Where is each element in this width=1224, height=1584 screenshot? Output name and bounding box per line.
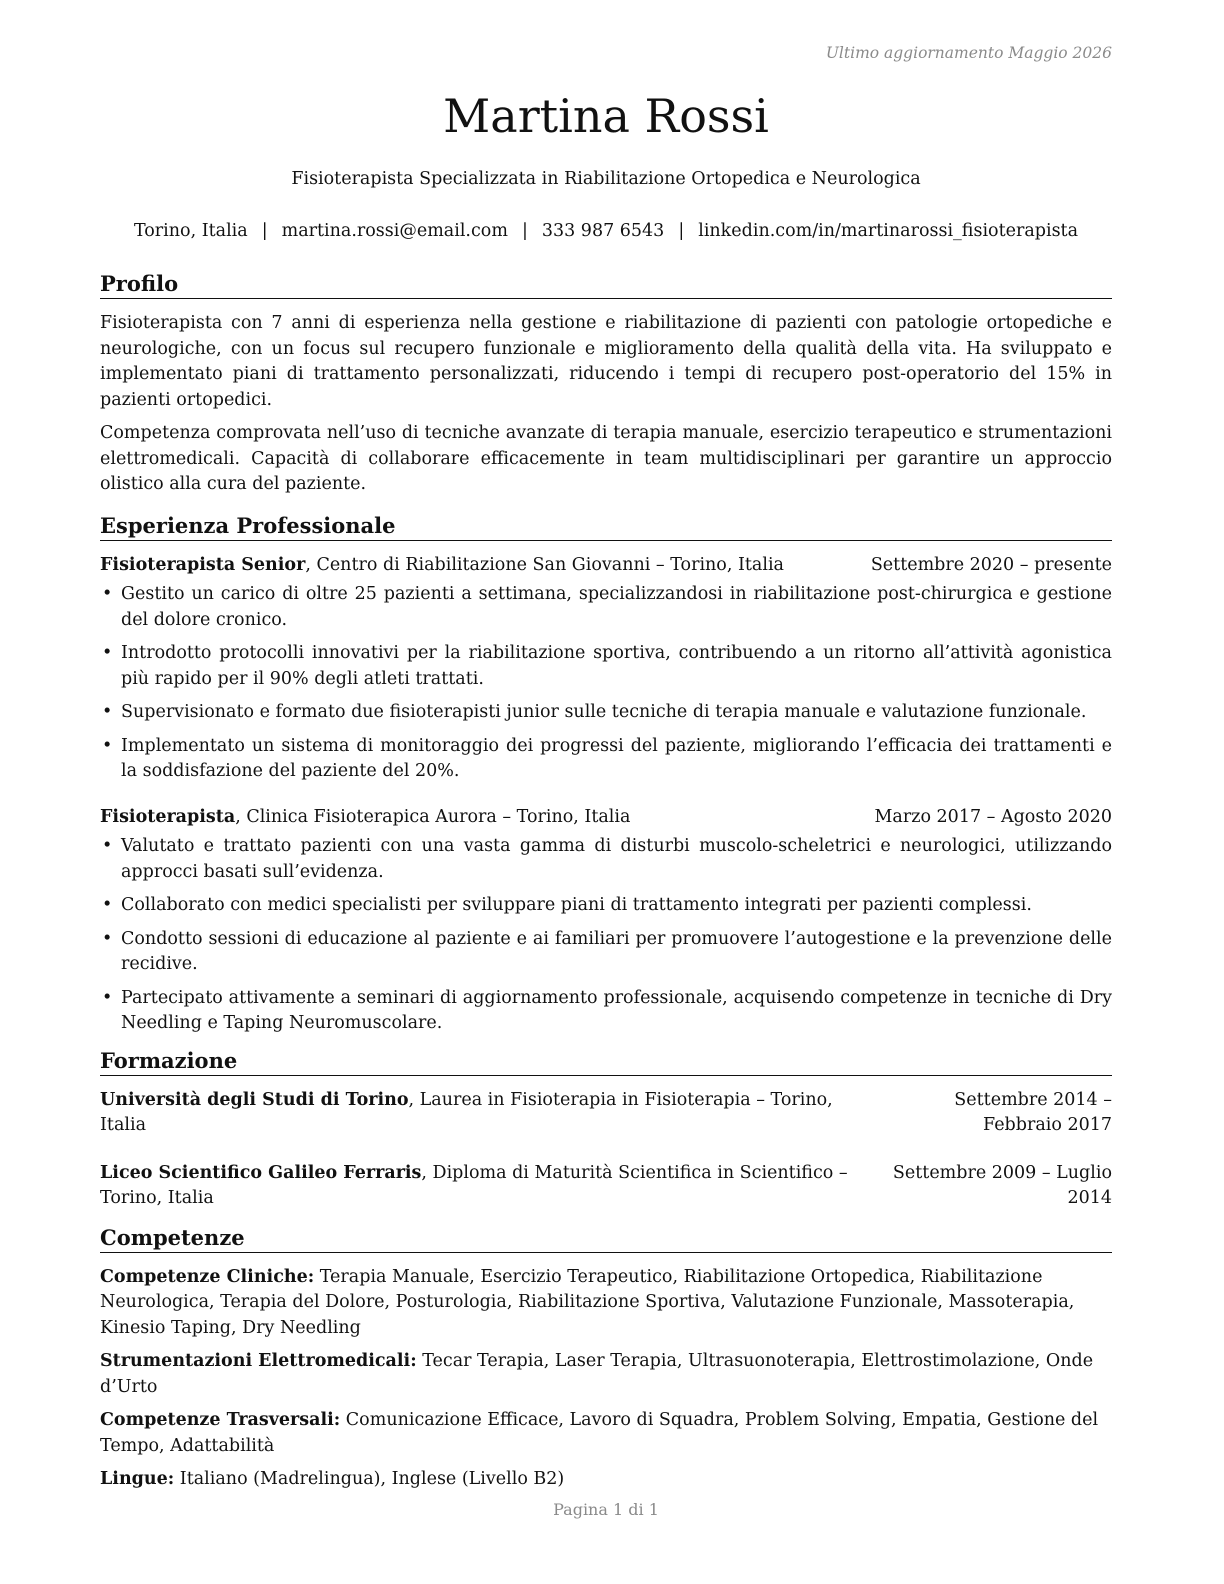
- job-entry: [100, 805, 1112, 1037]
- education-detail: , Laurea in Fisioterapia in Fisioterapia – Torino, Italia: [100, 1089, 833, 1135]
- job-bullets: [100, 582, 1112, 785]
- job-bullets: [100, 834, 1112, 1037]
- skill-group: [100, 1408, 1112, 1459]
- section-heading-experience: Esperienza Professionale: [100, 512, 1112, 541]
- education-school: Liceo Scientifico Galileo Ferraris: [100, 1162, 422, 1183]
- list-item: [100, 734, 1112, 785]
- last-updated: Ultimo aggiornamento Maggio 2026: [825, 44, 1112, 62]
- contact-separator: |: [521, 221, 528, 241]
- contact-email[interactable]: martina.rossi@email.com: [281, 221, 508, 241]
- job-role: Fisioterapista: [100, 806, 236, 827]
- bullet-icon: •: [102, 584, 113, 604]
- contact-separator: |: [261, 221, 268, 241]
- list-item: [100, 834, 1112, 885]
- candidate-title: Fisioterapista Specializzata in Riabilitazione Ortopedica e Neurologica: [291, 169, 921, 189]
- bullet-icon: •: [102, 643, 113, 663]
- skill-group: [100, 1467, 1112, 1493]
- page-number: Pagina 1 di 1: [553, 1500, 659, 1519]
- bullet-icon: •: [102, 987, 113, 1008]
- contact-separator: |: [678, 221, 685, 241]
- bullet-text: Gestito un carico di oltre 25 pazienti a settimana, specializzandosi in riabilitazione post-chirurgica e gestione del dolore cronico.: [121, 584, 1112, 630]
- list-item: [100, 641, 1112, 692]
- skill-group: [100, 1349, 1112, 1400]
- job-header: [100, 553, 1112, 579]
- skill-label: Lingue:: [100, 1469, 175, 1489]
- list-item: [100, 700, 1112, 726]
- section-heading-education: Formazione: [100, 1047, 1112, 1076]
- resume-page: [100, 0, 1112, 1584]
- skill-values: Italiano (Madrelingua), Inglese (Livello B2): [174, 1469, 565, 1489]
- job-header: [100, 805, 1112, 831]
- skill-values: Tecar Terapia, Laser Terapia, Ultrasuonoterapia, Elettrostimolazione, Onde d’Urto: [100, 1351, 1094, 1397]
- bullet-text: Implementato un sistema di monitoraggio dei progressi del paziente, migliorando l’efficacia dei trattamenti e la soddisfazione del paziente del 20%.: [121, 735, 1112, 781]
- candidate-name: Martina Rossi: [443, 89, 769, 143]
- job-role: Fisioterapista Senior: [100, 554, 306, 575]
- list-item: [100, 582, 1112, 633]
- education-dates: Settembre 2009 – Luglio 2014: [892, 1162, 1112, 1208]
- education-entry: [100, 1161, 1112, 1212]
- education-detail: , Diploma di Maturità Scientifica in Scientifico – Torino, Italia: [100, 1162, 848, 1208]
- job-organization: , Centro di Riabilitazione San Giovanni – Torino, Italia: [305, 554, 784, 575]
- skill-label: Competenze Cliniche:: [100, 1266, 315, 1287]
- bullet-text: Condotto sessioni di educazione al paziente e ai familiari per promuovere l’autogestione e la prevenzione delle recidive.: [121, 928, 1112, 974]
- bullet-icon: •: [102, 735, 113, 756]
- experience-section: [100, 512, 1112, 1037]
- resume-content: [100, 270, 1112, 1507]
- bullet-text: Partecipato attivamente a seminari di aggiornamento professionale, acquisendo competenze in tecniche di Dry Needling e Taping Neuromuscolare.: [121, 987, 1112, 1033]
- education-dates: Settembre 2014 – Febbraio 2017: [954, 1089, 1112, 1135]
- profile-paragraph: Fisioterapista con 7 anni di esperienza nella gestione e riabilitazione di pazienti con patologie ortopediche e neurologiche, con un focus sul recupero funzionale e miglioramento della qualità della vita. Ha sviluppato e implementato piani di trattamento personalizzati, riducendo i tempi di recupero post-operatorio del 15% in pazienti ortopedici.: [100, 313, 1112, 410]
- skill-label: Strumentazioni Elettromedicali:: [100, 1351, 417, 1371]
- education-school: Università degli Studi di Torino: [100, 1089, 409, 1110]
- contact-location: Torino, Italia: [133, 221, 248, 241]
- bullet-text: Supervisionato e formato due fisioterapisti junior sulle tecniche di terapia manuale e valutazione funzionale.: [121, 702, 1087, 722]
- bullet-icon: •: [102, 836, 113, 856]
- skill-label: Competenze Trasversali:: [100, 1410, 341, 1430]
- bullet-icon: •: [102, 702, 113, 722]
- bullet-icon: •: [102, 895, 113, 915]
- bullet-text: Valutato e trattato pazienti con una vasta gamma di disturbi muscolo-scheletrici e neurologici, utilizzando approcci basati sull’evidenza.: [121, 836, 1112, 882]
- bullet-icon: •: [102, 928, 113, 949]
- job-dates: Settembre 2020 – presente: [870, 554, 1112, 575]
- education-section: [100, 1047, 1112, 1212]
- contact-phone: 333 987 6543: [541, 221, 665, 241]
- list-item: [100, 986, 1112, 1037]
- job-entry: [100, 553, 1112, 785]
- profile-paragraph: Competenza comprovata nell’uso di tecniche avanzate di terapia manuale, esercizio terapeutico e strumentazioni elettromedicali. Capacità di collaborare efficacemente in team multidisciplinari per garantire un approccio olistico alla cura del paziente.: [100, 423, 1112, 494]
- skill-values: Comunicazione Efficace, Lavoro di Squadra, Problem Solving, Empatia, Gestione del Tempo, Adattabilità: [100, 1410, 1099, 1456]
- section-heading-skills: Competenze: [100, 1224, 1112, 1253]
- section-heading-profile: Profilo: [100, 270, 1112, 299]
- job-organization: , Clinica Fisioterapica Aurora – Torino, Italia: [235, 806, 631, 827]
- list-item: [100, 927, 1112, 978]
- job-dates: Marzo 2017 – Agosto 2020: [874, 806, 1112, 827]
- skill-group: [100, 1265, 1112, 1342]
- skill-values: Terapia Manuale, Esercizio Terapeutico, Riabilitazione Ortopedica, Riabilitazione Neurologica, Terapia del Dolore, Posturologia, Riabilitazione Sportiva, Valutazione Funzionale, Massoterapia, Kinesio Taping, Dry Needling: [100, 1266, 1075, 1338]
- contact-line: [100, 219, 1112, 243]
- education-entry: [100, 1088, 1112, 1139]
- bullet-text: Collaborato con medici specialisti per sviluppare piani di trattamento integrati per pazienti complessi.: [121, 895, 1032, 915]
- contact-linkedin[interactable]: linkedin.com/in/martinarossi_fisioterapista: [698, 221, 1079, 241]
- profile-section: [100, 270, 1112, 498]
- bullet-text: Introdotto protocolli innovativi per la riabilitazione sportiva, contribuendo a un ritorno all’attività agonistica più rapido per il 90% degli atleti trattati.: [121, 643, 1112, 689]
- list-item: [100, 893, 1112, 919]
- skills-section: [100, 1224, 1112, 1493]
